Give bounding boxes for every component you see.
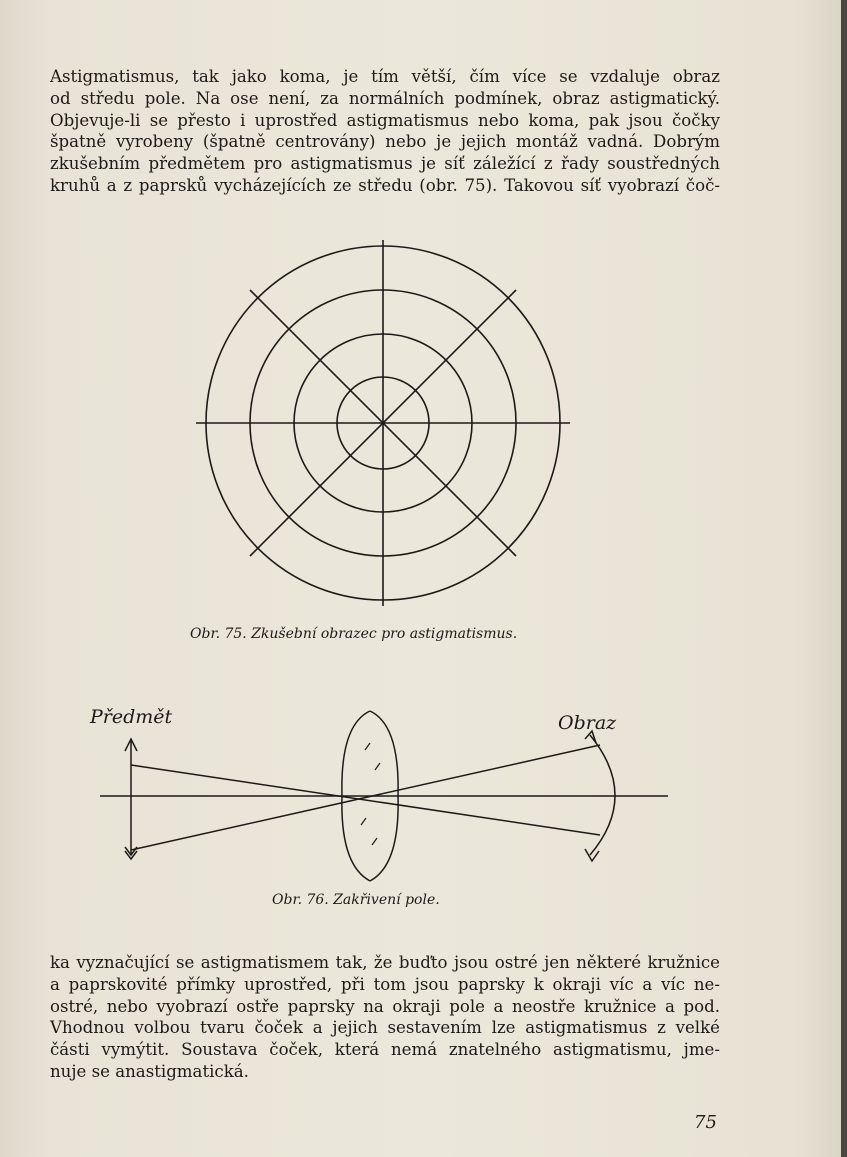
text-line: Vhodnou volbou tvaru čoček a jejich sestavením lze astigmatismus z velké [50, 1018, 720, 1038]
text-line: od středu pole. Na ose není, za normálních podmínek, obraz astigmatický. [50, 88, 720, 108]
page-number: 75 [694, 1112, 717, 1133]
label-image: Obraz [558, 712, 617, 734]
text-line: Astigmatismus, tak jako koma, je tím větší, čím více se vzdaluje obraz [50, 67, 720, 86]
light-ray [131, 765, 600, 835]
text-line: Objevuje-li se přesto i uprostřed astigmatismus nebo koma, pak jsou čočky [50, 110, 720, 130]
text-line: ostré, nebo vyobrazí ostře paprsky na okraji pole a neostře kružnice a pod. [50, 996, 720, 1016]
page-edge [841, 0, 847, 1157]
text-line: nuje se anastigmatická. [50, 1061, 249, 1081]
text-line: části vymýtit. Soustava čoček, která nemá znatelného astigmatismu, jme- [50, 1040, 720, 1060]
text-line: kruhů a z paprsků vycházejících ze středu (obr. 75). Takovou síť vyobrazí čoč- [50, 175, 720, 195]
astigmatism-test-figure [190, 238, 570, 618]
paragraph-top [50, 66, 720, 197]
lens-hatch [375, 763, 380, 770]
figure-75-caption: Obr. 75. Zkušební obrazec pro astigmatismus. [190, 626, 518, 642]
lens-hatch [361, 818, 366, 825]
field-curvature-figure [80, 695, 680, 865]
text-line: ka vyznačující se astigmatismem tak, že buďto jsou ostré jen některé kružnice [50, 953, 720, 972]
figure-76-caption: Obr. 76. Zakřivení pole. [272, 892, 440, 908]
curved-image-field [590, 735, 615, 855]
paragraph-bottom [50, 952, 720, 1083]
lens-hatch [372, 838, 377, 845]
text-line: a paprskovité přímky uprostřed, při tom jsou paprsky k okraji víc a víc ne- [50, 974, 720, 994]
label-object: Předmět [90, 706, 173, 728]
text-line: zkušebním předmětem pro astigmatismus je síť záležící z řady soustředných [50, 154, 720, 174]
text-line: špatně vyrobeny (špatně centrovány) nebo je jejich montáž vadná. Dobrým [50, 132, 720, 152]
light-ray [131, 745, 600, 850]
image-arrow-tail [585, 849, 599, 861]
lens-hatch [365, 743, 370, 750]
